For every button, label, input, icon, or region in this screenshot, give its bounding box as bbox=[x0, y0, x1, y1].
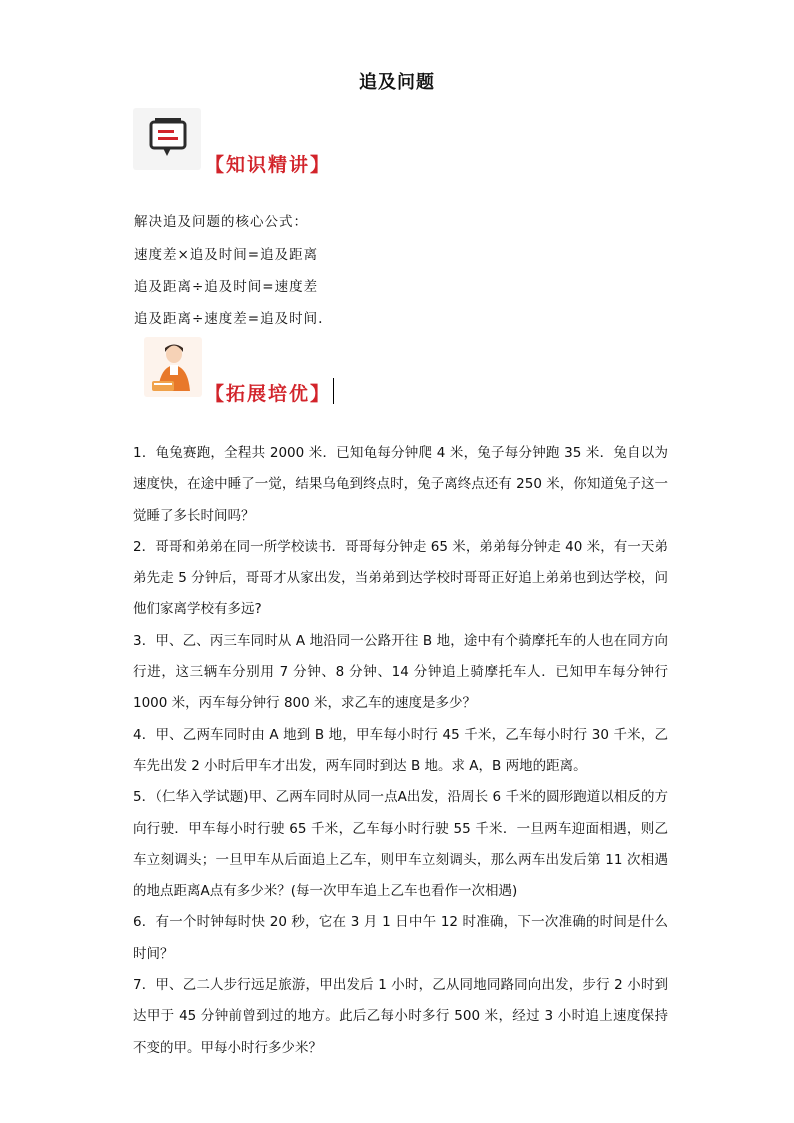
problem-list bbox=[133, 438, 668, 1064]
problem-item: 4．甲、乙两车同时由 A 地到 B 地，甲车每小时行 45 千米，乙车每小时行 30 千米，乙车先出发 2 小时后甲车才出发，两车同时到达 B 地。求 A，B 两地的距离。 bbox=[133, 726, 668, 774]
knowledge-heading: 【知识精讲】 bbox=[205, 154, 332, 176]
problem-item: 7．甲、乙二人步行远足旅游，甲出发后 1 小时，乙从同地同路同向出发，步行 2 小时到达甲于 45 分钟前曾到过的地方。此后乙每小时多行 500 米，经过 3 小时追上速度保持不变的甲。甲每小时行多少米？ bbox=[133, 977, 668, 1056]
problem-item: 3．甲、乙、丙三车同时从 A 地沿同一公路开往 B 地，途中有个骑摩托车的人也在同方向行进，这三辆车分别用 7 分钟、8 分钟、14 分钟追上骑摩托车人．已知甲车每分钟行 1000 米，丙车每分钟行 800 米，求乙车的速度是多少？ bbox=[133, 632, 668, 712]
formula-line: 追及距离÷追及时间=速度差 bbox=[134, 279, 319, 295]
problem-item: 5．（仁华入学试题)甲、乙两车同时从同一点A出发，沿周长 6 千米的圆形跑道以相反的方向行驶．甲车每小时行驶 65 千米，乙车每小时行驶 55 千米．一旦两车迎面相遇，则乙车立刻调头；一旦甲车从后面追上乙车，则甲车立刻调头，那么两车出发后第 11 次相遇的地点距离A点有多少米？(每一次甲车追上乙车也看作一次相遇) bbox=[133, 789, 668, 900]
page-title: 追及问题 bbox=[359, 72, 435, 93]
formula-intro: 解决追及问题的核心公式： bbox=[134, 214, 308, 230]
presentation-board-icon bbox=[133, 108, 201, 170]
formula-line: 速度差×追及时间=追及距离 bbox=[134, 247, 319, 263]
text-cursor bbox=[333, 378, 334, 404]
problem-item: 2．哥哥和弟弟在同一所学校读书．哥哥每分钟走 65 米，弟弟每分钟走 40 米，有一天弟弟先走 5 分钟后，哥哥才从家出发，当弟弟到达学校时哥哥正好追上弟弟也到达学校，问他们家离学校有多远? bbox=[133, 538, 668, 618]
problem-item: 1．龟兔赛跑，全程共 2000 米．已知龟每分钟爬 4 米，兔子每分钟跑 35 米．兔自以为速度快，在途中睡了一觉，结果乌龟到终点时，兔子离终点还有 250 米，你知道兔子这一觉睡了多长时间吗？ bbox=[133, 445, 668, 524]
teacher-avatar-icon bbox=[144, 337, 202, 397]
problem-item: 6．有一个时钟每时快 20 秒，它在 3 月 1 日中午 12 时准确，下一次准确的时间是什么时间？ bbox=[133, 914, 668, 962]
extension-heading: 【拓展培优】 bbox=[205, 383, 332, 405]
formula-line: 追及距离÷速度差=追及时间. bbox=[134, 311, 324, 327]
